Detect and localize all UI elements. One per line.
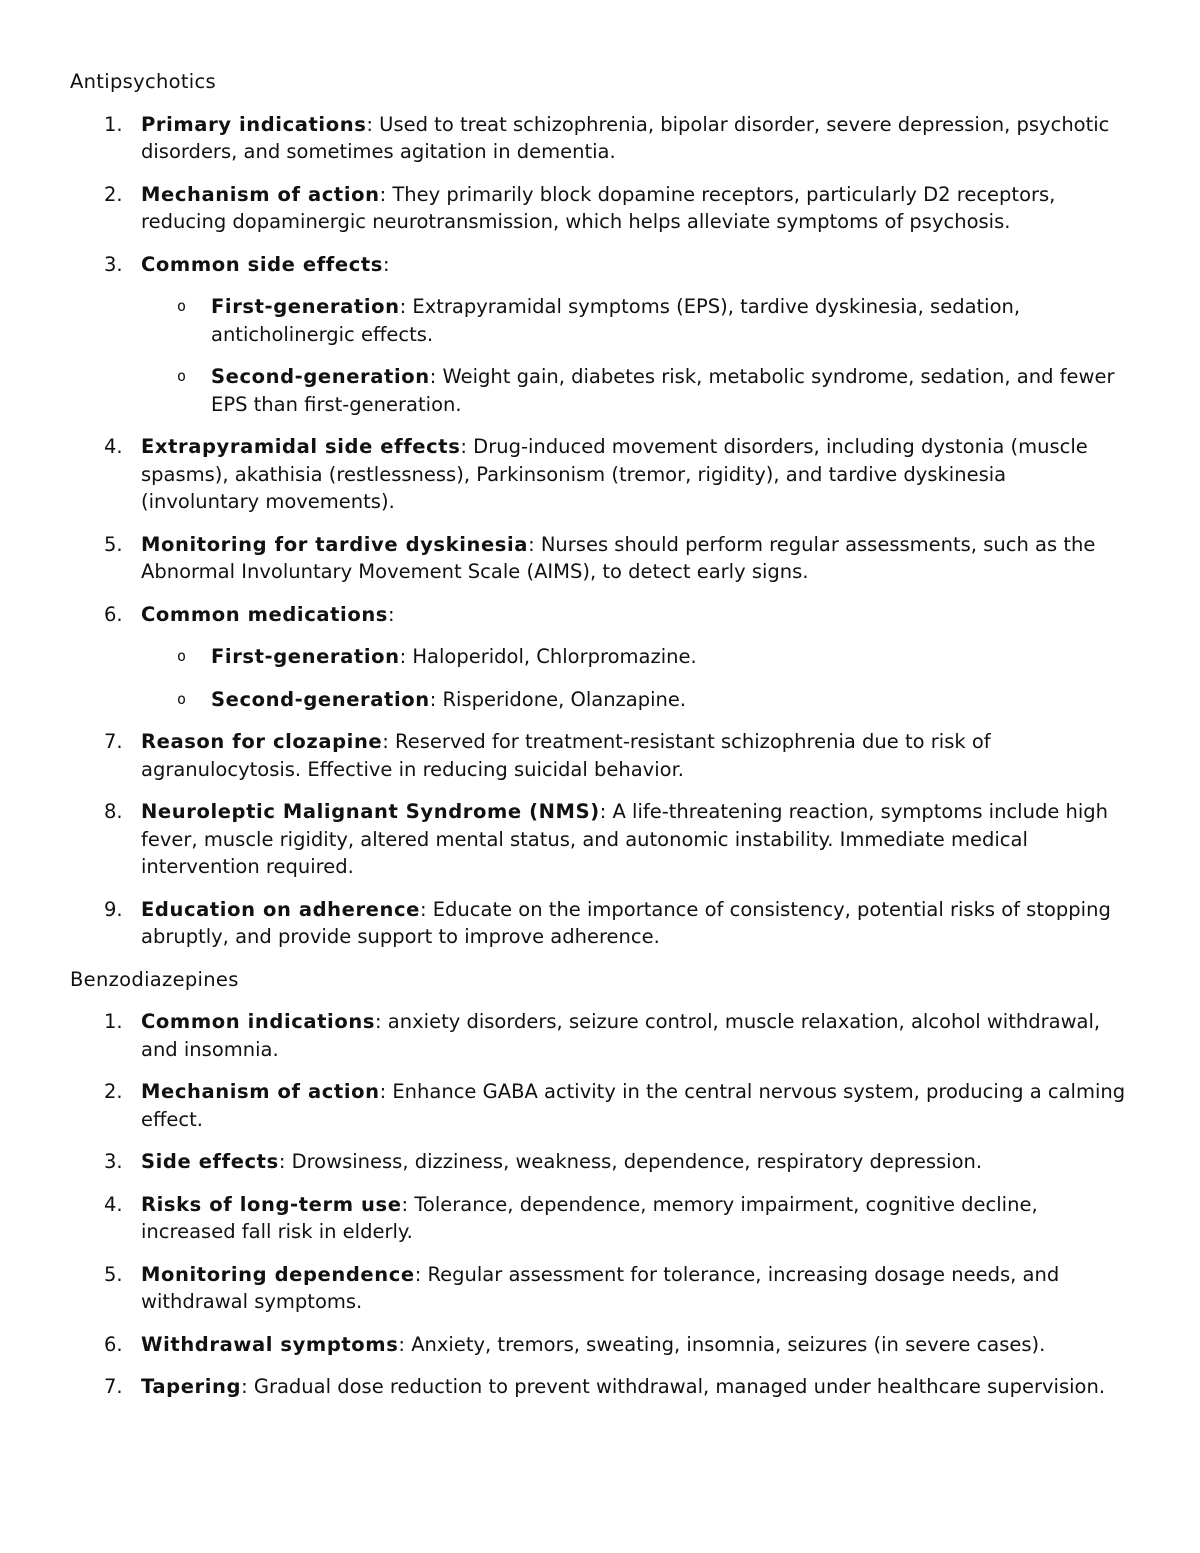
item-term: Tapering: [141, 1375, 242, 1398]
item-description: : Drug-induced movement disorders, including dystonia (muscle spasms), akathisia (restlessness), Parkinsonism (tremor, rigidity), and tardive dyskinesia (involuntary movements).: [141, 435, 1088, 513]
item-term: Mechanism of action: [141, 182, 380, 206]
bullet-icon: o: [177, 647, 187, 665]
list-item: [70, 531, 1130, 586]
list-number: 1.: [104, 112, 123, 136]
list-item: [70, 1373, 1130, 1401]
item-description: : Enhance GABA activity in the central nervous system, producing a calming effect.: [141, 1080, 1126, 1131]
section-heading: Antipsychotics: [70, 70, 216, 93]
item-term: Common side effects: [141, 252, 383, 276]
subitem-term: Second-generation: [211, 687, 430, 711]
subitem-term: First-generation: [211, 645, 400, 668]
item-term: Withdrawal symptoms: [141, 1332, 399, 1356]
item-term: Monitoring dependence: [141, 1262, 415, 1286]
subitem-term: Second-generation: [211, 365, 430, 388]
list-item: [70, 433, 1130, 516]
item-description: :: [382, 252, 390, 276]
list-item: [70, 251, 1130, 419]
item-term: Risks of long-term use: [141, 1192, 402, 1216]
list-number: 2.: [104, 182, 123, 206]
item-term: Side effects: [141, 1150, 279, 1173]
list-number: 3.: [104, 1150, 123, 1173]
item-description: : anxiety disorders, seizure control, muscle relaxation, alcohol withdrawal, and insomnia.: [141, 1010, 1101, 1061]
list-number: 5.: [104, 532, 123, 556]
list-item: [70, 1261, 1130, 1316]
list-number: 7.: [104, 1375, 123, 1398]
list-item: [70, 728, 1130, 783]
section-1: [70, 68, 1130, 951]
list-item: [70, 1191, 1130, 1246]
list-number: 6.: [104, 1332, 123, 1356]
list-number: 4.: [104, 1192, 123, 1216]
list-item: [70, 1078, 1130, 1133]
item-description: :: [388, 602, 395, 626]
numbered-list: [70, 111, 1130, 951]
list-item: [70, 601, 1130, 714]
item-description: : Drowsiness, dizziness, weakness, dependence, respiratory depression.: [278, 1150, 983, 1173]
subitem-description: : Risperidone, Olanzapine.: [429, 687, 687, 711]
subitem-description: : Weight gain, diabetes risk, metabolic syndrome, sedation, and fewer EPS than first-generation.: [211, 365, 1115, 416]
list-number: 2.: [104, 1080, 123, 1103]
section-heading: Benzodiazepines: [70, 967, 239, 991]
item-description: : Regular assessment for tolerance, increasing dosage needs, and withdrawal symptoms.: [141, 1262, 1060, 1313]
list-number: 5.: [104, 1262, 123, 1286]
list-item: [70, 111, 1130, 166]
bullet-icon: o: [177, 689, 187, 708]
list-item: [70, 1331, 1130, 1359]
item-description: : Nurses should perform regular assessments, such as the Abnormal Involuntary Movement Scale (AIMS), to detect early signs.: [141, 532, 1096, 583]
list-number: 9.: [104, 897, 123, 921]
item-term: Reason for clozapine: [141, 730, 383, 753]
item-description: : Anxiety, tremors, sweating, insomnia, seizures (in severe cases).: [398, 1332, 1046, 1356]
section-2: [70, 966, 1130, 1401]
item-description: : Educate on the importance of consistency, potential risks of stopping abruptly, and provide support to improve adherence.: [141, 897, 1111, 948]
subitem-description: : Extrapyramidal symptoms (EPS), tardive dyskinesia, sedation, anticholinergic effects.: [211, 295, 1021, 346]
item-description: : Used to treat schizophrenia, bipolar disorder, severe depression, psychotic disorders, and sometimes agitation in dementia.: [141, 112, 1110, 163]
sublist-item: [141, 293, 1130, 348]
sublist-item: [141, 643, 1130, 671]
list-number: 7.: [104, 730, 123, 753]
item-term: Mechanism of action: [141, 1080, 380, 1103]
item-term: Education on adherence: [141, 897, 420, 921]
list-item: [70, 896, 1130, 951]
numbered-list: [70, 1008, 1130, 1401]
list-item: [70, 1148, 1130, 1176]
list-item: [70, 798, 1130, 881]
bullet-icon: o: [177, 297, 187, 315]
bullet-sublist: [141, 643, 1130, 713]
list-number: 8.: [104, 800, 123, 823]
bullet-sublist: [141, 293, 1130, 418]
item-description: : Reserved for treatment-resistant schizophrenia due to risk of agranulocytosis. Effective in reducing suicidal behavior.: [141, 730, 991, 781]
subitem-description: : Haloperidol, Chlorpromazine.: [399, 645, 697, 668]
item-term: Common medications: [141, 602, 389, 626]
list-item: [70, 1008, 1130, 1063]
list-number: 1.: [104, 1010, 123, 1033]
list-item: [70, 181, 1130, 236]
sublist-item: [141, 686, 1130, 714]
item-description: : A life-threatening reaction, symptoms include high fever, muscle rigidity, altered mental status, and autonomic instability. Immediate medical intervention required.: [141, 800, 1109, 878]
list-number: 3.: [104, 252, 123, 276]
list-number: 6.: [104, 602, 123, 626]
sublist-item: [141, 363, 1130, 418]
item-term: Common indications: [141, 1010, 376, 1033]
item-term: Primary indications: [141, 112, 367, 136]
subitem-term: First-generation: [211, 295, 400, 318]
item-term: Neuroleptic Malignant Syndrome (NMS): [141, 800, 600, 823]
item-description: : They primarily block dopamine receptors, particularly D2 receptors, reducing dopaminergic neurotransmission, which helps alleviate symptoms of psychosis.: [141, 182, 1056, 233]
document-content: [70, 68, 1130, 1401]
item-description: : Gradual dose reduction to prevent withdrawal, managed under healthcare supervision.: [241, 1375, 1106, 1398]
item-term: Extrapyramidal side effects: [141, 435, 461, 458]
item-term: Monitoring for tardive dyskinesia: [141, 532, 529, 556]
bullet-icon: o: [177, 367, 187, 385]
item-description: : Tolerance, dependence, memory impairment, cognitive decline, increased fall risk in elderly.: [141, 1192, 1038, 1243]
list-number: 4.: [104, 435, 123, 458]
